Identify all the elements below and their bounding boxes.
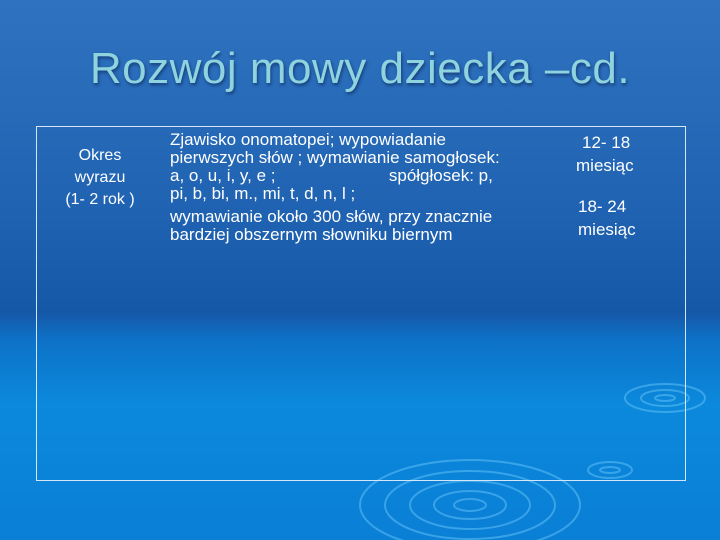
description-line: pierwszych słów ; wymawianie samogłosek: (170, 148, 500, 167)
age-range-second: 18- 24 (578, 197, 627, 216)
period-range: (1- 2 rok ) (65, 191, 135, 208)
period-cell (40, 145, 160, 211)
period-label: Okres (78, 147, 122, 164)
description-line: Zjawisko onomatopei; wypowiadanie (170, 130, 446, 149)
description-line: wymawianie około 300 słów, przy znacznie (170, 207, 493, 226)
description-line: pi, b, bi, m., mi, t, d, n, l ; (170, 184, 356, 203)
age-cell (570, 131, 680, 241)
description-line: bardziej obszernym słowniku biernym (170, 225, 453, 244)
age-unit-second: miesiąc (578, 220, 636, 239)
description-cell (170, 131, 565, 244)
slide-title: Rozwój mowy dziecka –cd. (89, 44, 631, 93)
age-range-first: 12- 18 (582, 133, 631, 152)
description-line: a, o, u, i, y, e ; spółgłosek: p, (170, 166, 493, 185)
age-unit-first: miesiąc (576, 156, 634, 175)
period-label: wyrazu (74, 169, 126, 186)
